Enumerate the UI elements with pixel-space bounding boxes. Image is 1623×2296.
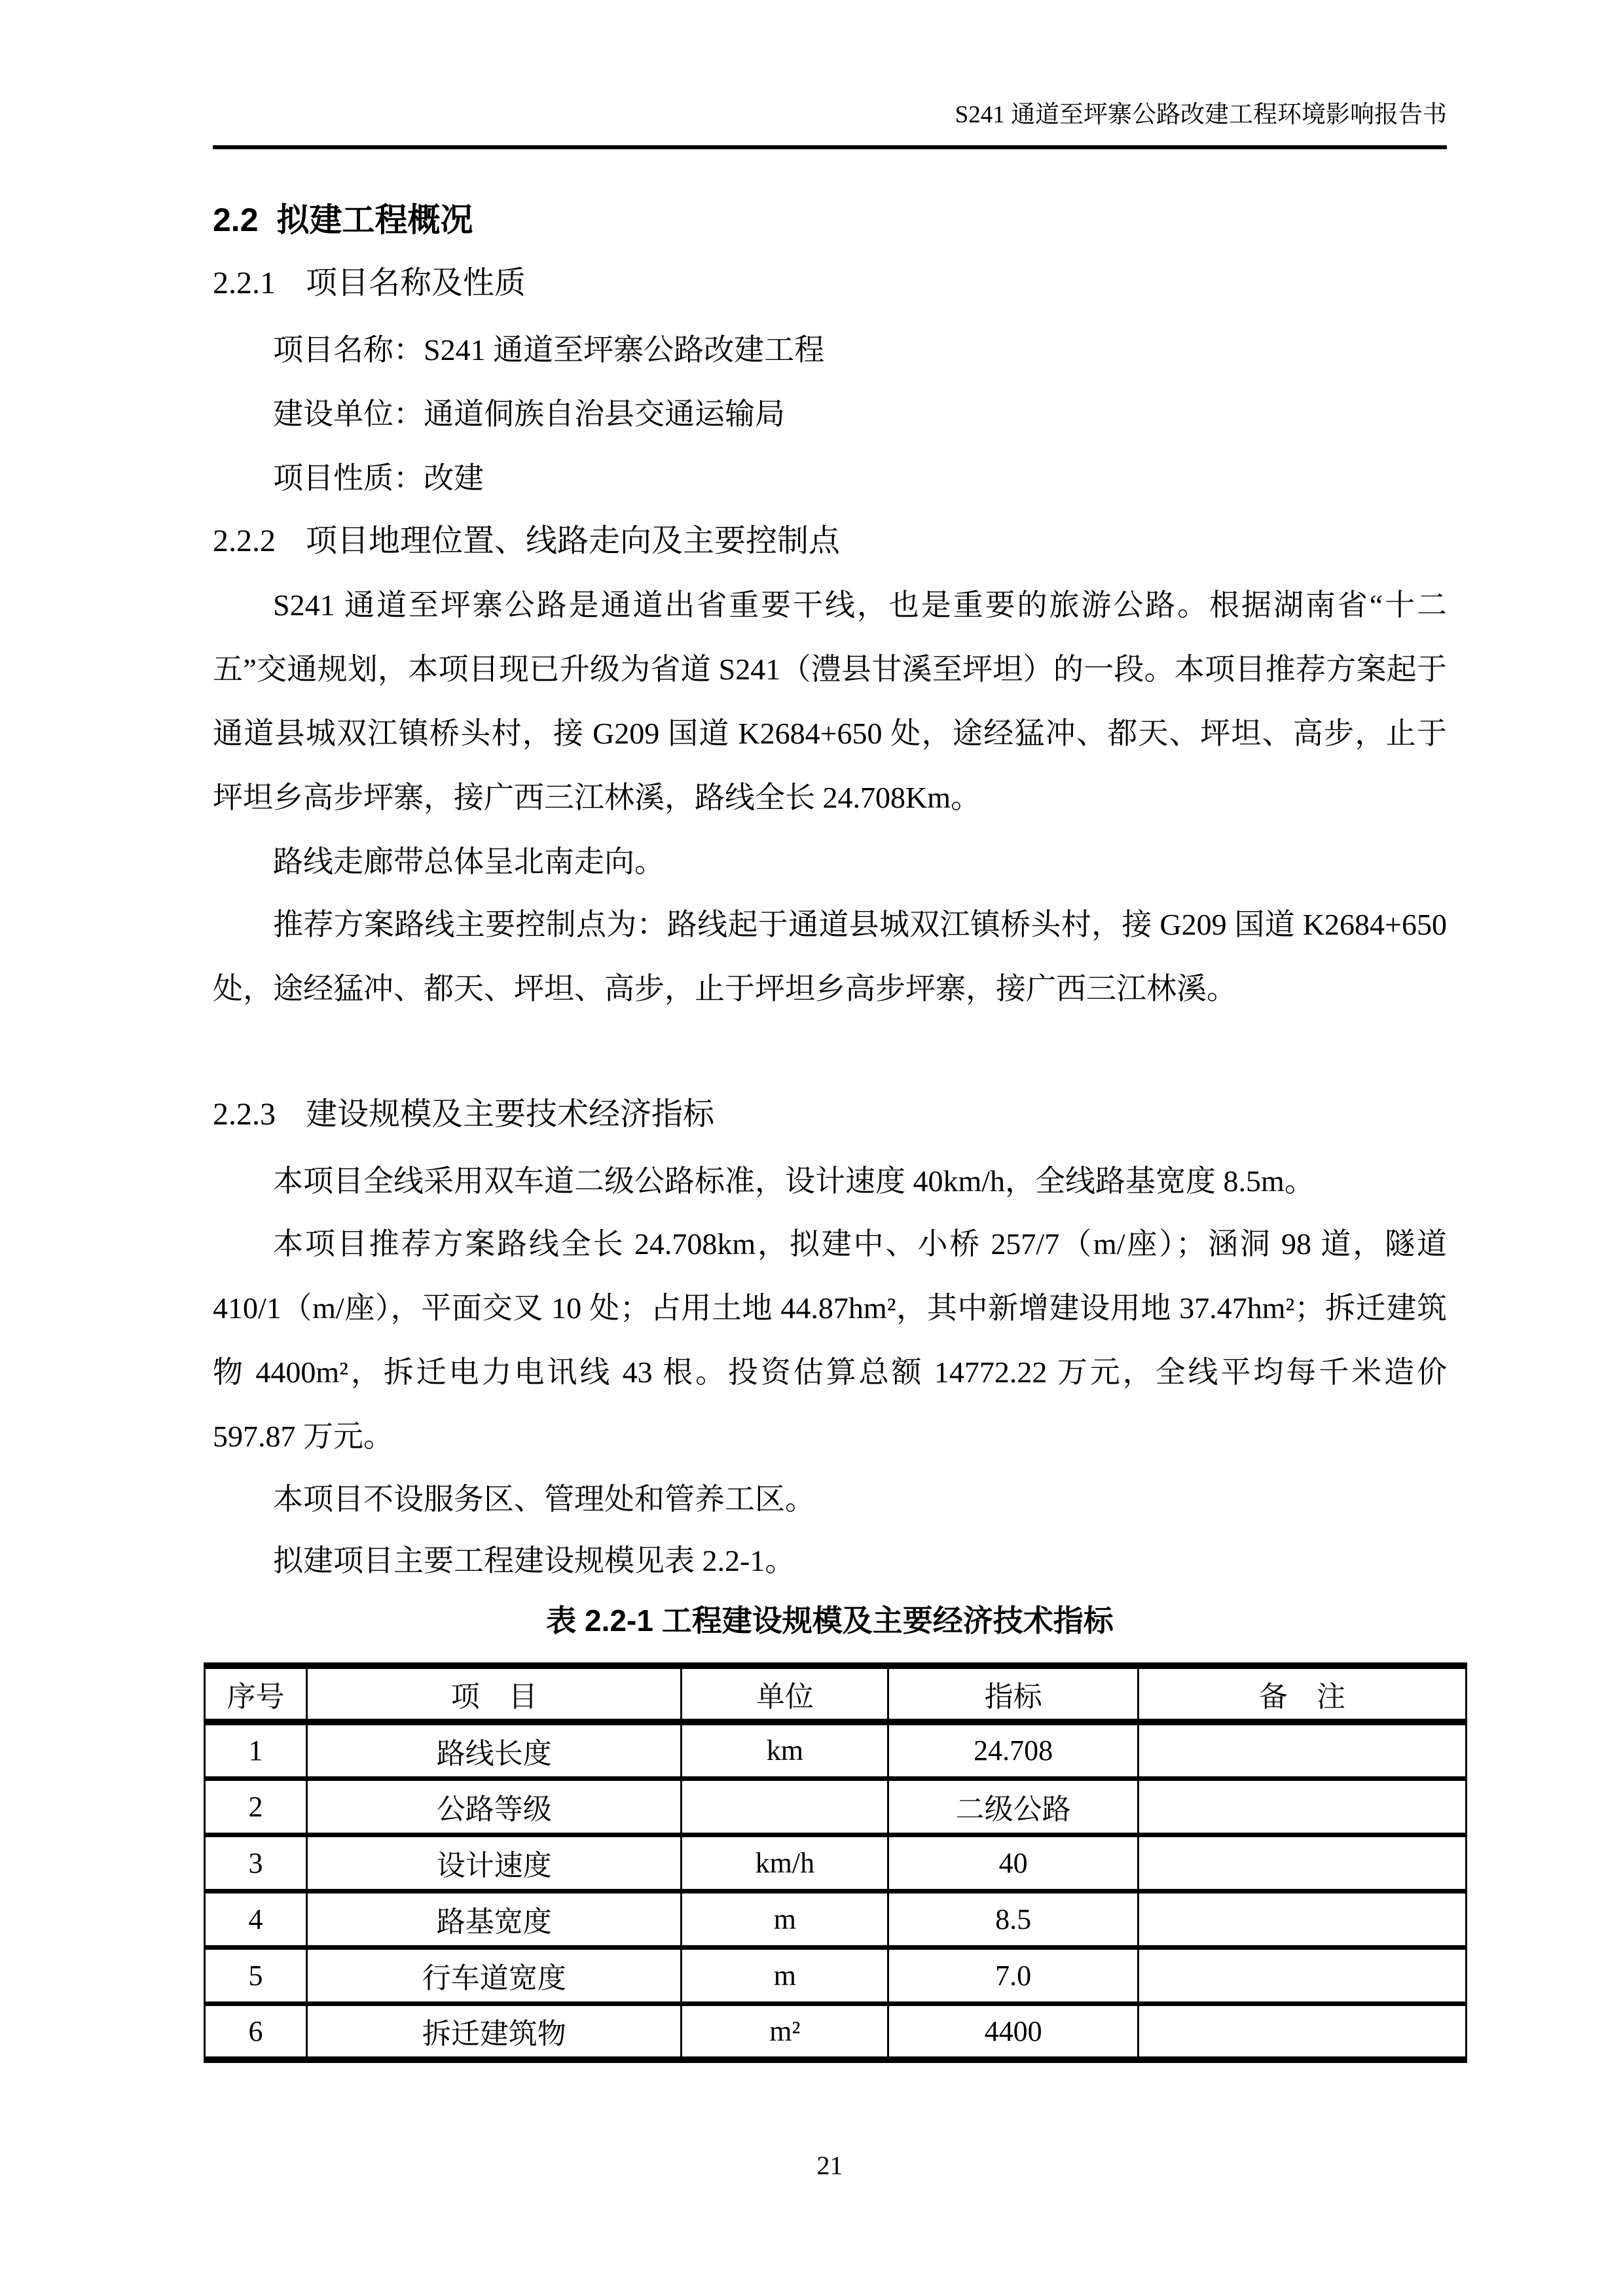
para-route-overview: S241 通道至坪寨公路是通道出省重要干线，也是重要的旅游公路。根据湖南省“十二五”交通规划，本项目现已升级为省道 S241（澧县甘溪至坪坦）的一段。本项目推荐方案起于通道县城双江镇桥头村，接 G209 国道 K2684+650 处，途经猛冲、都天、坪坦、高步，止于坪坦乡高步坪寨，接广西三江林溪，路线全长 24.708Km。: [213, 588, 1447, 814]
para-no-service-area: 本项目不设服务区、管理处和管养工区。: [273, 1482, 815, 1516]
table-cell: [1138, 1947, 1466, 2003]
section-number: 2.2.2: [213, 524, 276, 558]
table-cell: 24.708: [888, 1722, 1139, 1778]
table-cell: 5: [205, 1947, 307, 2003]
table-row: [205, 1835, 1467, 1891]
table-cell: 拆迁建筑物: [307, 2003, 682, 2060]
table-row: [205, 1722, 1467, 1778]
para-construction-unit: 建设单位：通道侗族自治县交通运输局: [273, 397, 785, 431]
col-header-unit: 单位: [682, 1666, 888, 1722]
header-rule: [213, 145, 1447, 149]
table-cell: 行车道宽度: [307, 1947, 682, 2003]
table-cell: 2: [205, 1778, 307, 1835]
table-cell: [1138, 1778, 1466, 1835]
table-header-row: [205, 1666, 1467, 1722]
table-cell: 8.5: [888, 1891, 1139, 1947]
section-number: 2.2: [213, 202, 259, 238]
table-cell: km/h: [682, 1835, 888, 1891]
table-cell: [682, 1778, 888, 1835]
section-number: 2.2.3: [213, 1097, 276, 1132]
table-cell: 7.0: [888, 1947, 1139, 2003]
page-header-title: S241 通道至坪寨公路改建工程环境影响报告书: [955, 101, 1447, 128]
col-header-indicator: 指标: [888, 1666, 1139, 1722]
table-cell: 设计速度: [307, 1835, 682, 1891]
table-cell: km: [682, 1722, 888, 1778]
section-heading-2-2-3: [213, 1096, 714, 1134]
table-cell: 1: [205, 1722, 307, 1778]
table-cell: 二级公路: [888, 1778, 1139, 1835]
section-heading-2-2-1: [213, 264, 526, 302]
table-cell: 6: [205, 2003, 307, 2060]
para-control-points: 推荐方案路线主要控制点为：路线起于通道县城双江镇桥头村，接 G209 国道 K2684+650 处，途经猛冲、都天、坪坦、高步，止于坪坦乡高步坪寨，接广西三江林溪。: [213, 908, 1447, 1005]
table-cell: 3: [205, 1835, 307, 1891]
table-row: [205, 1778, 1467, 1835]
table-cell: 路线长度: [307, 1722, 682, 1778]
table-row: [205, 1891, 1467, 1947]
table-cell: 4400: [888, 2003, 1139, 2060]
table-row: [205, 1947, 1467, 2003]
para-scale-details: 本项目推荐方案路线全长 24.708km，拟建中、小桥 257/7（m/座）；涵洞 98 道，隧道 410/1（m/座），平面交叉 10 处；占用土地 44.87hm²，其中新增建设用地 37.47hm²；拆迁建筑物 4400m²，拆迁电力电讯线 43 根。投资估算总额 14772.22 万元，全线平均每千米造价 597.87 万元。: [213, 1227, 1447, 1453]
table-cell: [1138, 1722, 1466, 1778]
construction-scale-table: [204, 1662, 1467, 2063]
col-header-item: 项 目: [307, 1666, 682, 1722]
para-road-standard: 本项目全线采用双车道二级公路标准，设计速度 40km/h，全线路基宽度 8.5m。: [273, 1164, 1315, 1198]
table-cell: 公路等级: [307, 1778, 682, 1835]
para-project-nature: 项目性质：改建: [273, 461, 484, 495]
table-cell: 4: [205, 1891, 307, 1947]
table-cell: [1138, 1835, 1466, 1891]
section-title: 项目地理位置、线路走向及主要控制点: [306, 524, 841, 558]
table-cell: [1138, 1891, 1466, 1947]
section-heading-2-2: [213, 200, 473, 240]
section-title: 项目名称及性质: [306, 266, 526, 300]
section-title: 拟建工程概况: [276, 202, 473, 238]
section-heading-2-2-2: [213, 522, 840, 560]
table-cell: 路基宽度: [307, 1891, 682, 1947]
table-cell: 40: [888, 1835, 1139, 1891]
page-number: 21: [816, 2151, 843, 2180]
table-row: [205, 2003, 1467, 2060]
table-cell: [1138, 2003, 1466, 2060]
para-project-name: 项目名称：S241 通道至坪寨公路改建工程: [273, 333, 825, 367]
section-number: 2.2.1: [213, 266, 276, 300]
para-corridor-direction: 路线走廊带总体呈北南走向。: [273, 845, 665, 878]
table-cell: m: [682, 1947, 888, 2003]
section-title: 建设规模及主要技术经济指标: [306, 1097, 715, 1132]
para-see-table: 拟建项目主要工程建设规模见表 2.2-1。: [273, 1544, 795, 1577]
table-cell: m: [682, 1891, 888, 1947]
col-header-index: 序号: [205, 1666, 307, 1722]
table-cell: m²: [682, 2003, 888, 2060]
table-caption: 表 2.2-1 工程建设规模及主要经济技术指标: [546, 1604, 1114, 1638]
col-header-remark: 备 注: [1138, 1666, 1466, 1722]
